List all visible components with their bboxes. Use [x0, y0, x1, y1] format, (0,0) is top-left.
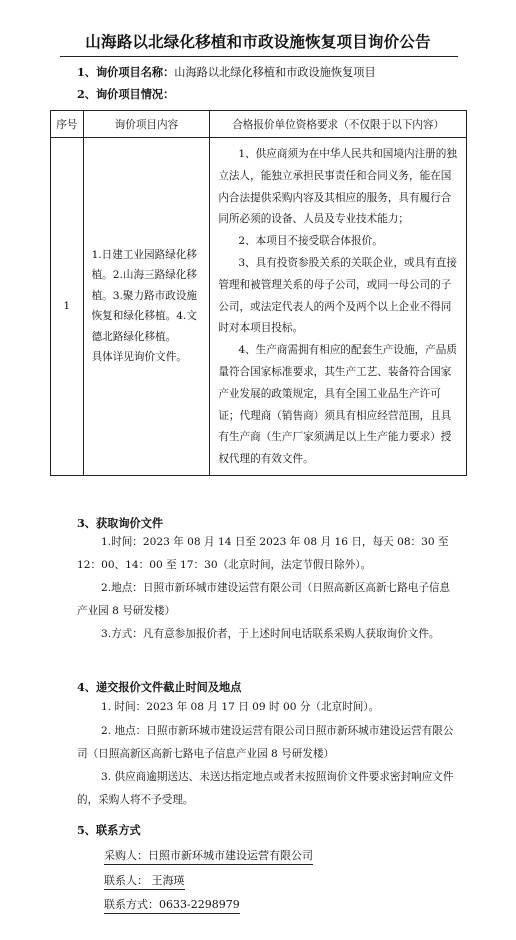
section-1-value: 山海路以北绿化移植和市政设施恢复项目 [174, 66, 376, 79]
row-content [83, 138, 210, 476]
table-header-row [51, 111, 467, 138]
header-content: 询价项目内容 [83, 111, 210, 138]
section-1-row [77, 64, 376, 80]
section-4-label: 4、递交报价文件截止时间及地点 [77, 680, 242, 694]
section-3-label: 3、获取询价文件 [77, 516, 164, 530]
section-1-label: 1、询价项目名称： [77, 65, 175, 79]
section-2-label: 2、询价项目情况： [77, 87, 175, 101]
header-requirements: 合格报价单位资格要求（不仅限于以下内容） [210, 111, 467, 138]
section-4-late: 3. 供应商逾期送达、未送达指定地点或者未按照询价文件要求密封响应文件的，采购人将不予受理。 [77, 771, 454, 806]
requirement-4: 4、生产商需拥有相应的配套生产设施，产品质量符合国家标准要求，其生产工艺、装备符合国家产业发展的政策规定，具有全国工业品生产许可证；代理商（销售商）须具有相应经营范围，且具有生产商（生产厂家须满足以上生产能力要求）授权代理的有效文件。 [218, 344, 457, 466]
title-underline [60, 56, 458, 57]
section-3-place: 2.地点：日照市新环城市建设运营有限公司（日照高新区高新七路电子信息产业园 8 号研发楼） [77, 582, 451, 617]
row-number: 1 [51, 138, 84, 476]
section-4-place: 2. 地点：日照市新环城市建设运营有限公司日照市新环城市建设运营有限公司（日照高新区高新七路电子信息产业园 8 号研发楼） [77, 725, 454, 760]
phone-line: 联系方式：0633-2298979 [104, 896, 240, 914]
content-items: 1.日建工业园路绿化移植。2.山海三路绿化移植。3.聚力路市政设施恢复和绿化移植。4.文德北路绿化移植。 [91, 248, 198, 343]
requirement-2: 2、本项目不接受联合体报价。 [238, 235, 383, 248]
header-no: 序号 [51, 111, 84, 138]
section-3-time: 1.时间：2023 年 08 月 14 日至 2023 年 08 月 16 日，每天 08：30 至 12：00、14：00 至 17：30（北京时间，法定节假日除外）。 [77, 536, 449, 571]
table-row [51, 138, 467, 476]
section-5-label: 5、联系方式 [77, 823, 141, 837]
buyer-line: 采购人：日照市新环城市建设运营有限公司 [104, 847, 313, 865]
section-4-time: 1. 时间：2023 年 08 月 17 日 09 时 00 分（北京时间）。 [101, 701, 380, 713]
contact-person-line: 联系人： 王海瑛 [104, 872, 185, 890]
content-note: 具体详见询价文件。 [91, 351, 187, 364]
section-3-method: 3.方式：凡有意参加报价者，于上述时间电话联系采购人获取询价文件。 [101, 628, 440, 640]
page-title: 山海路以北绿化移植和市政设施恢复项目询价公告 [85, 32, 431, 51]
requirement-1: 1、供应商须为在中华人民共和国境内注册的独立法人，能独立承担民事责任和合同义务，能在国内合法提供采购内容及其相应的服务，具有履行合同所必须的设备、人员及专业技术能力； [218, 148, 457, 226]
row-requirements [210, 138, 467, 476]
requirement-3: 3、具有投资参股关系的关联企业，或具有直接管理和被管理关系的母子公司，或同一母公司的子公司，或法定代表人的两个及两个以上企业不得同时对本项目投标。 [218, 256, 457, 335]
requirements-table [50, 110, 467, 476]
